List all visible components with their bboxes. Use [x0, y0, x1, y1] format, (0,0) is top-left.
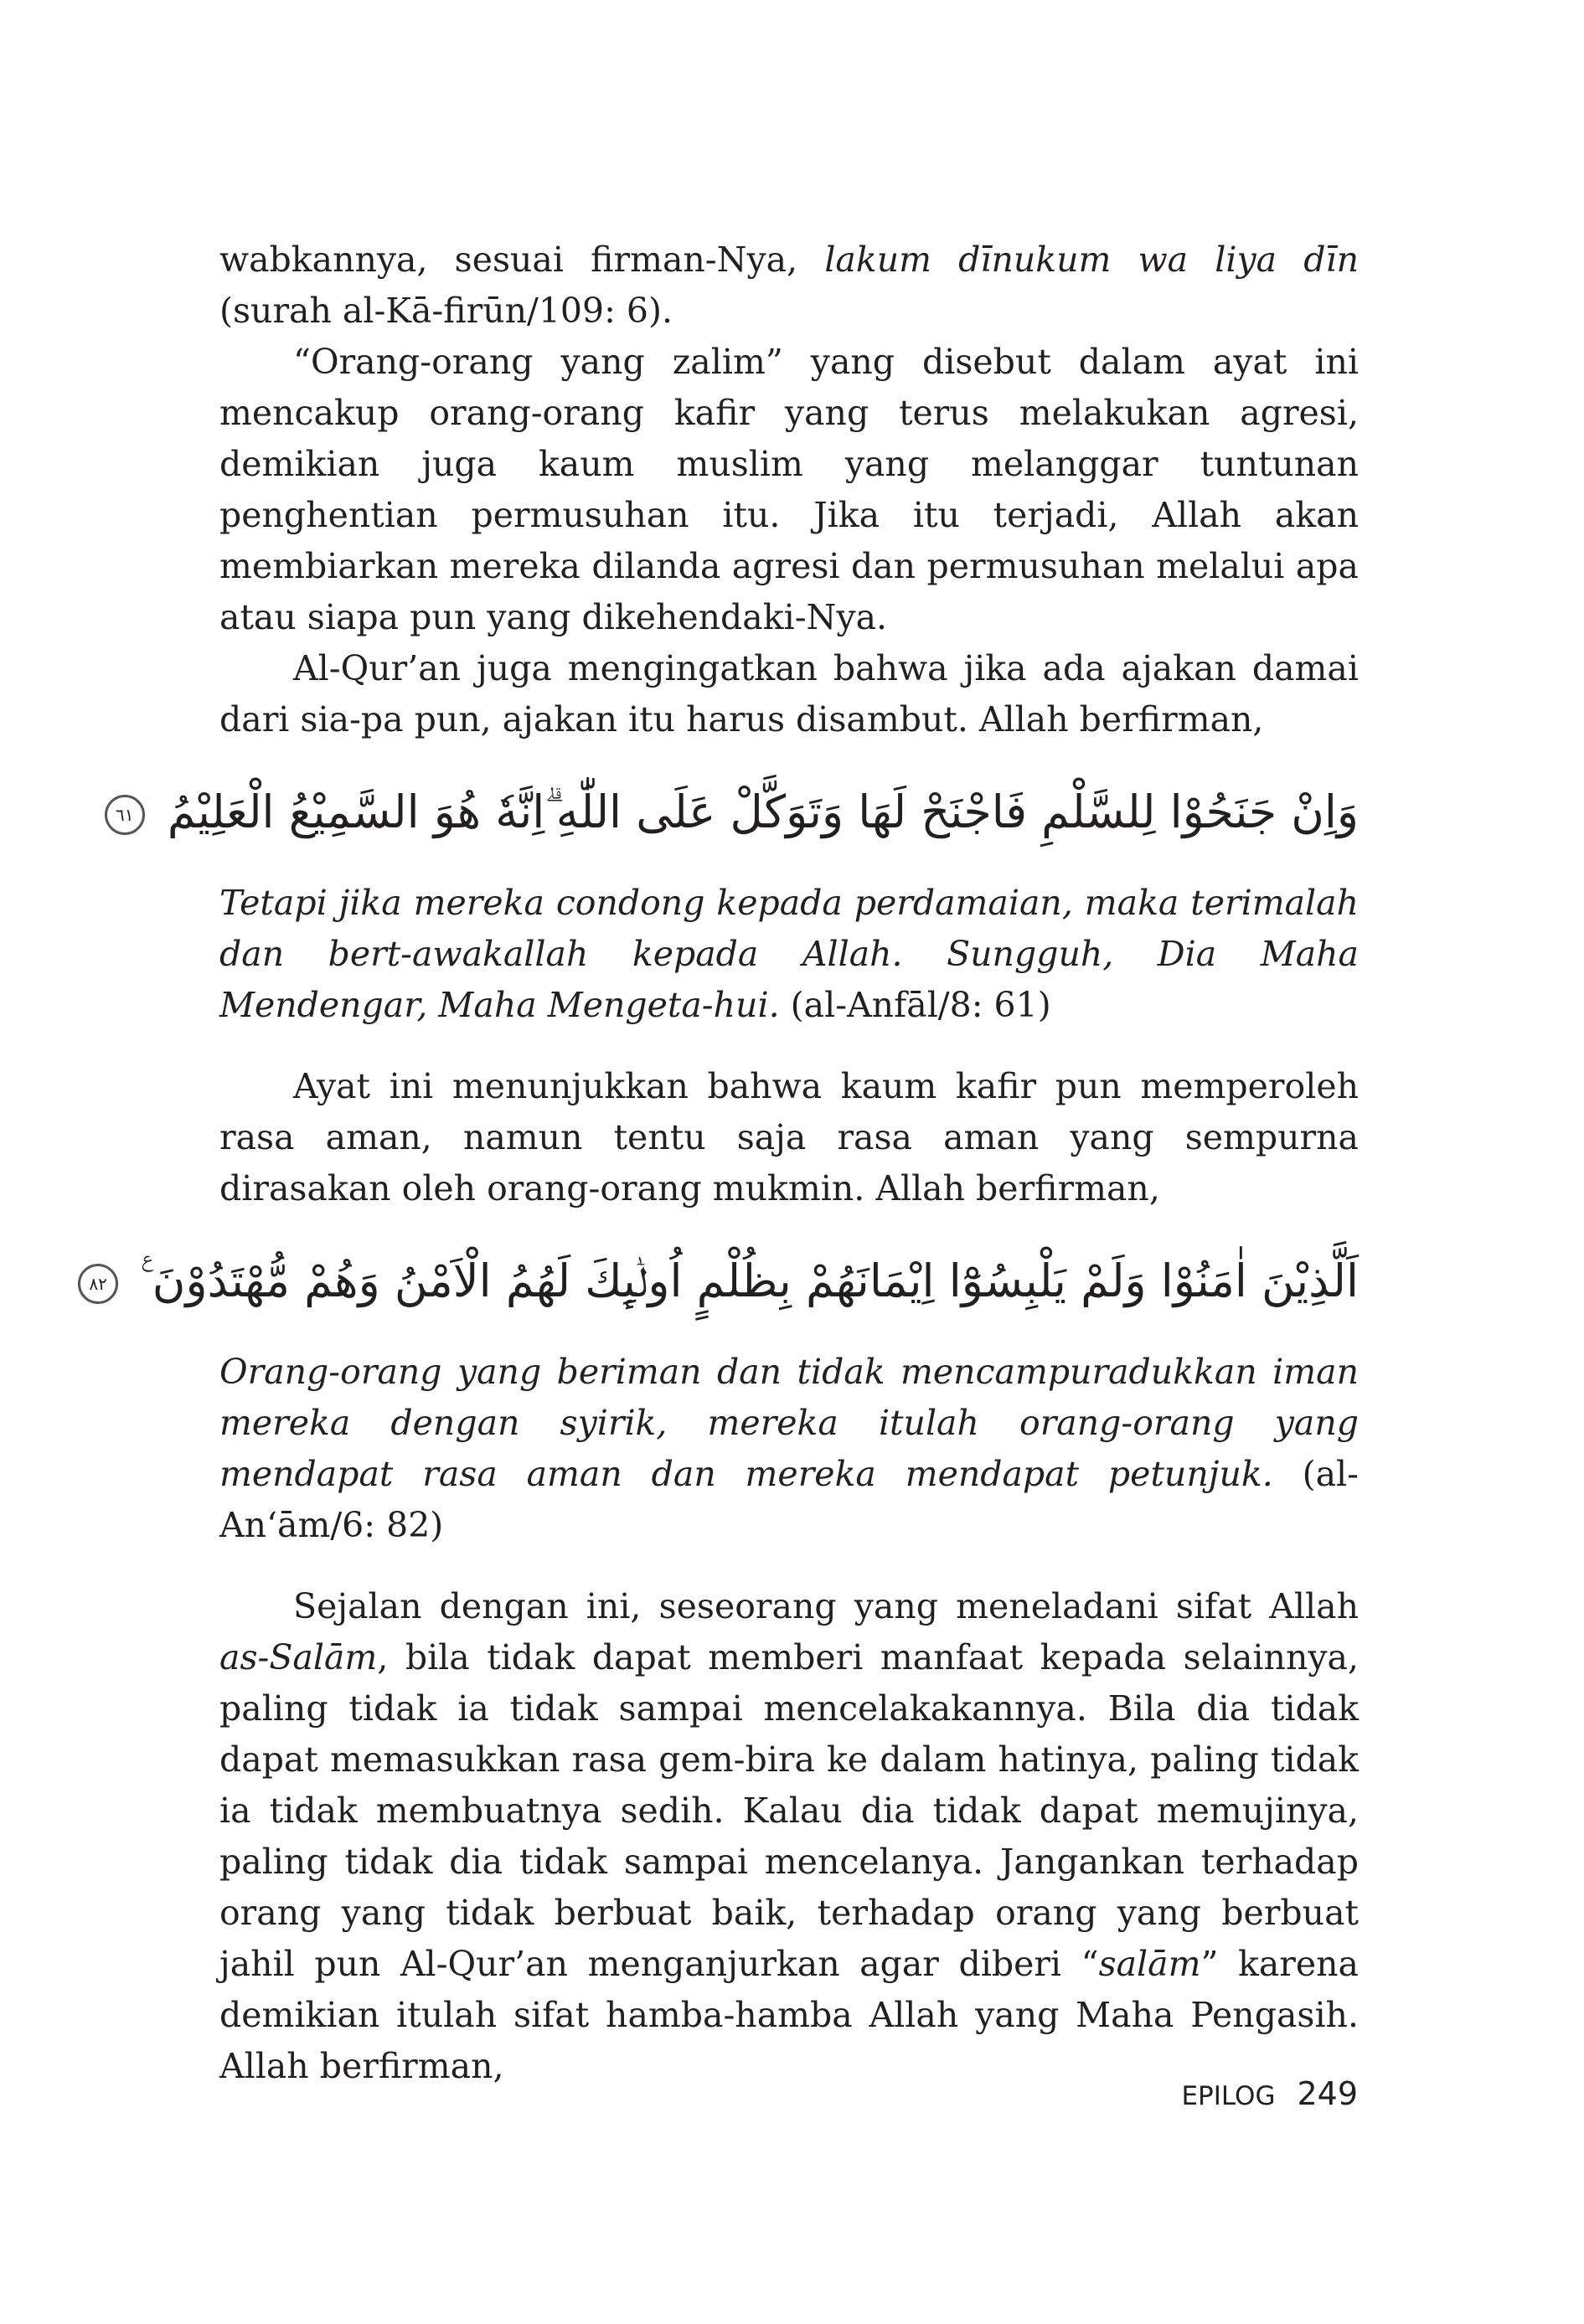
translation-2-reference: (al-An‘ām/6: 82)	[219, 1454, 1359, 1545]
translation-1	[219, 878, 1359, 1031]
p5-italic-b: salām	[1098, 1944, 1201, 1984]
p5-text-c: ” karena demikian itulah sifat hamba-hamba Allah yang Maha Pengasih. Allah berfirman,	[219, 1944, 1359, 2086]
p1-italic: lakum dīnukum wa liya dīn	[824, 240, 1360, 280]
p5-text-b: , bila tidak dapat memberi manfaat kepada selainnya, paling tidak ia tidak sampai mencelakakannya. Bila dia tidak dapat memasukkan rasa gem-bira ke dalam hatinya, paling tidak ia tidak membuatnya sedih. Kalau dia tidak dapat memujinya, paling tidak dia tidak sampai mencelanya. Jangankan terhadap orang yang tidak berbuat baik, terhadap orang yang berbuat jahil pun Al-Qur’an menganjurkan agar diberi “	[219, 1637, 1359, 1984]
translation-1-text: Tetapi jika mereka condong kepada perdamaian, maka terimalah dan bert-awakallah kepada Allah. Sungguh, Dia Maha Mendengar, Maha Mengeta-hui.	[219, 883, 1359, 1025]
page-footer	[1181, 2075, 1358, 2112]
ayah-number-mark: ٨٢	[78, 1264, 118, 1304]
arabic-verse-2	[89, 1239, 1359, 1323]
arabic-verse-2-text: اَلَّذِيْنَ اٰمَنُوْا وَلَمْ يَلْبِسُوْٓا اِيْمَانَهُمْ بِظُلْمٍ اُولٰۤىِٕكَ لَهُمُ الْاَمْنُ وَهُمْ مُّهْتَدُوْنَ ࣖ	[141, 1255, 1359, 1307]
translation-2-text: Orang-orang yang beriman dan tidak mencampuradukkan iman mereka dengan syirik, mereka itulah orang-orang yang mendapat rasa aman dan mereka mendapat petunjuk.	[219, 1352, 1359, 1494]
section-title: EPILOG	[1181, 2081, 1276, 2111]
p1-text-end: (surah al-Kā-firūn/109: 6).	[219, 291, 673, 331]
ayah-number-mark: ٦١	[105, 795, 145, 835]
translation-1-reference: (al-Anfāl/8: 61)	[779, 985, 1051, 1025]
paragraph-1	[219, 234, 1359, 337]
arabic-verse-1	[115, 770, 1359, 854]
translation-2	[219, 1347, 1359, 1551]
page-number: 249	[1297, 2075, 1358, 2112]
paragraph-2: “Orang-orang yang zalim” yang disebut dalam ayat ini mencakup orang-orang kafir yang terus melakukan agresi, demikian juga kaum muslim yang melanggar tuntunan penghentian permusuhan itu. Jika itu terjadi, Allah akan membiarkan mereka dilanda agresi dan permusuhan melalui apa atau siapa pun yang dikehendaki-Nya.	[219, 342, 1359, 637]
arabic-verse-1-text: وَاِنْ جَنَحُوْا لِلسَّلْمِ فَاجْنَحْ لَهَا وَتَوَكَّلْ عَلَى اللّٰهِ ۗاِنَّهٗ هُوَ السَّمِيْعُ الْعَلِيْمُ	[167, 786, 1359, 838]
paragraph-4: Ayat ini menunjukkan bahwa kaum kafir pun memperoleh rasa aman, namun tentu saja rasa aman yang sempurna dirasakan oleh orang-orang mukmin. Allah berfirman,	[219, 1066, 1359, 1208]
p5-italic-a: as-Salām	[219, 1637, 378, 1677]
p5-text-a: Sejalan dengan ini, seseorang yang meneladani sifat Allah	[293, 1586, 1359, 1626]
paragraph-3: Al-Qur’an juga mengingatkan bahwa jika ada ajakan damai dari sia-pa pun, ajakan itu harus disambut. Allah berfirman,	[219, 648, 1359, 739]
p1-text: wabkannya, sesuai firman-Nya,	[219, 240, 825, 280]
paragraph-5	[219, 1581, 1359, 2092]
page-body	[89, 234, 1360, 2092]
